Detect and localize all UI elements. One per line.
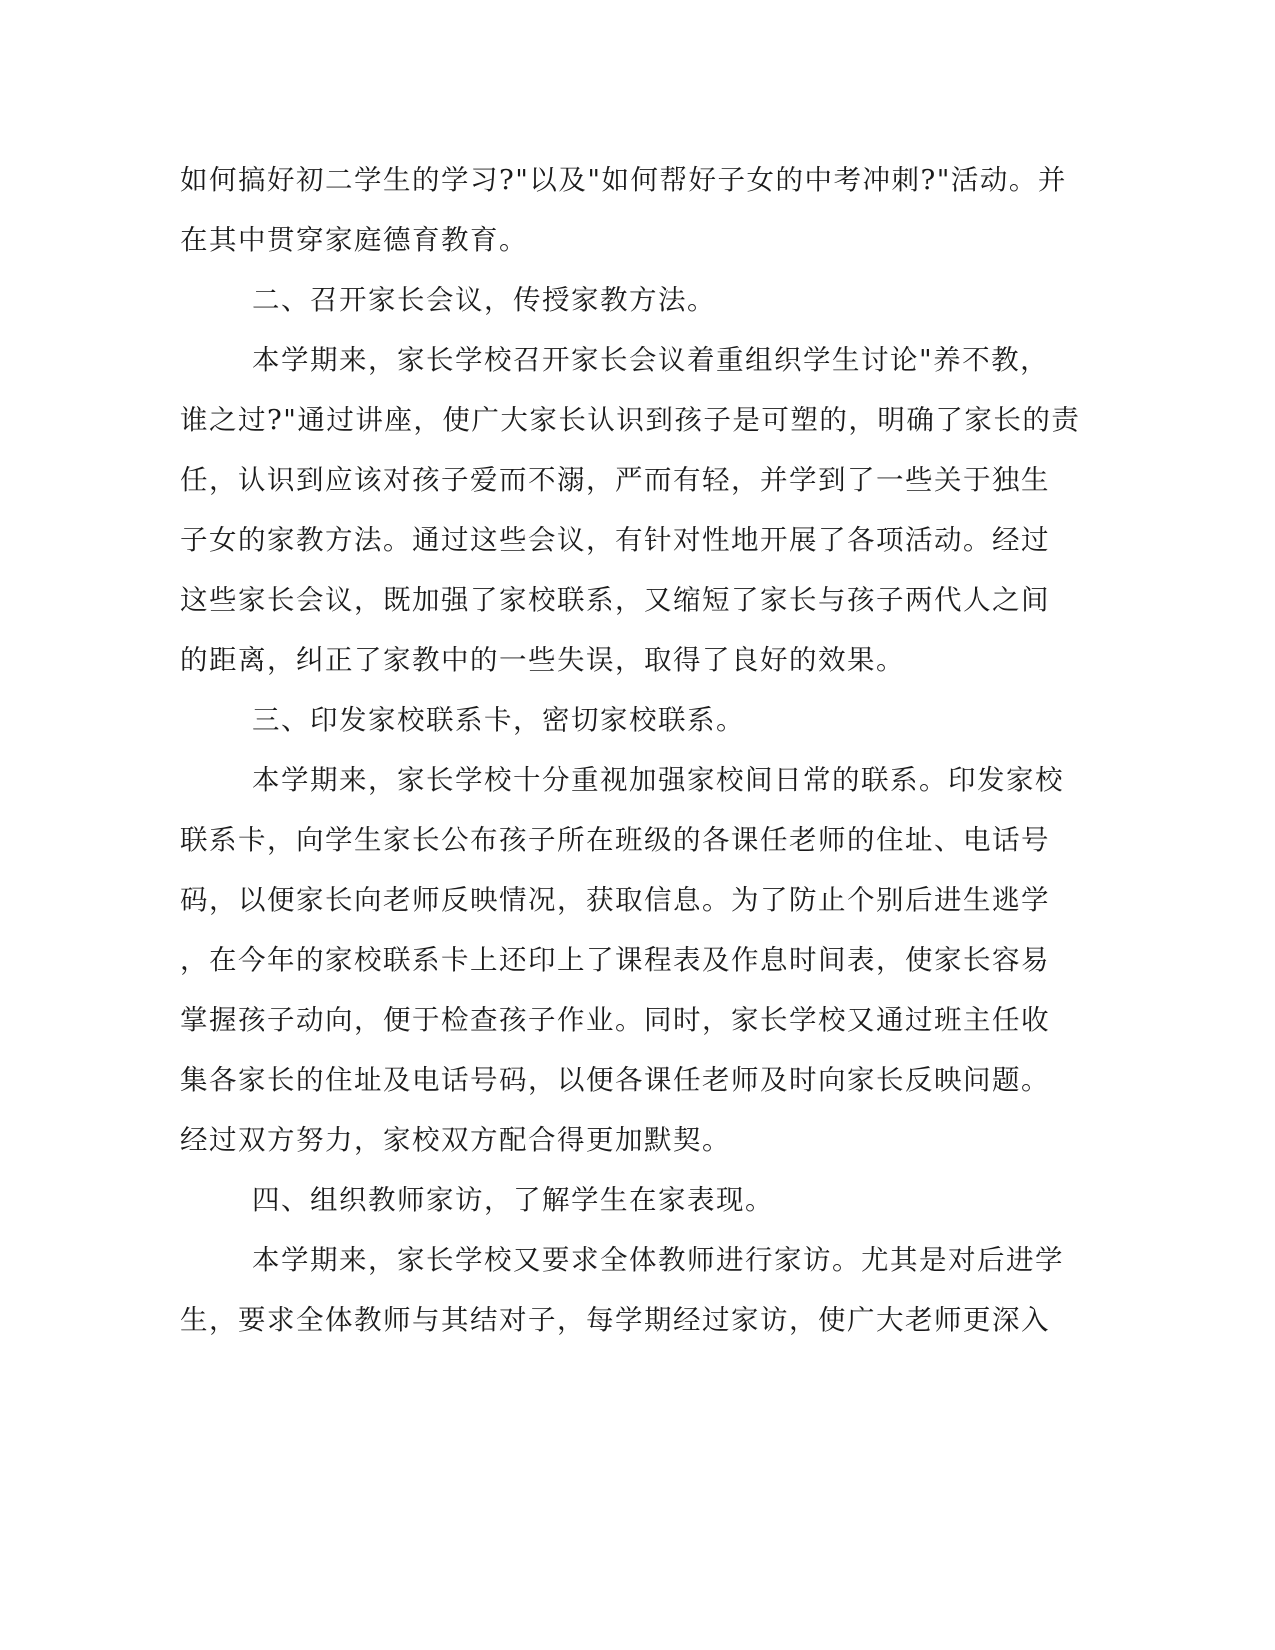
paragraph-start: 本学期来，家长学校召开家长会议着重组织学生讨论"养不教，	[252, 344, 1050, 376]
text-line: 经过双方努力，家校双方配合得更加默契。	[180, 1124, 731, 1156]
section-heading: 二、召开家长会议，传授家教方法。	[252, 284, 716, 316]
text-line: 谁之过?"通过讲座，使广大家长认识到孩子是可塑的，明确了家长的责	[180, 404, 1081, 436]
text-line: 如何搞好初二学生的学习?"以及"如何帮好子女的中考冲刺?"活动。并	[180, 164, 1067, 196]
text-line: 掌握孩子动向，便于检查孩子作业。同时，家长学校又通过班主任收	[180, 1004, 1050, 1036]
section-heading: 三、印发家校联系卡，密切家校联系。	[252, 704, 745, 736]
section-heading: 四、组织教师家访，了解学生在家表现。	[252, 1184, 774, 1216]
text-line: 这些家长会议，既加强了家校联系，又缩短了家长与孩子两代人之间	[180, 584, 1050, 616]
text-line: 生，要求全体教师与其结对子，每学期经过家访，使广大老师更深入	[180, 1304, 1050, 1336]
document-body	[180, 150, 1081, 1350]
text-line: 的距离，纠正了家教中的一些失误，取得了良好的效果。	[180, 644, 905, 676]
text-line: 子女的家教方法。通过这些会议，有针对性地开展了各项活动。经过	[180, 524, 1050, 556]
text-line: 联系卡，向学生家长公布孩子所在班级的各课任老师的住址、电话号	[180, 824, 1050, 856]
text-line: 码，以便家长向老师反映情况，获取信息。为了防止个别后进生逃学	[180, 884, 1050, 916]
text-line: 任，认识到应该对孩子爱而不溺，严而有轻，并学到了一些关于独生	[180, 464, 1050, 496]
text-line: 在其中贯穿家庭德育教育。	[180, 224, 528, 256]
text-line: ，在今年的家校联系卡上还印上了课程表及作息时间表，使家长容易	[180, 944, 1050, 976]
paragraph-start: 本学期来，家长学校又要求全体教师进行家访。尤其是对后进学	[252, 1244, 1064, 1276]
paragraph-start: 本学期来，家长学校十分重视加强家校间日常的联系。印发家校	[252, 764, 1064, 796]
text-line: 集各家长的住址及电话号码，以便各课任老师及时向家长反映问题。	[180, 1064, 1050, 1096]
